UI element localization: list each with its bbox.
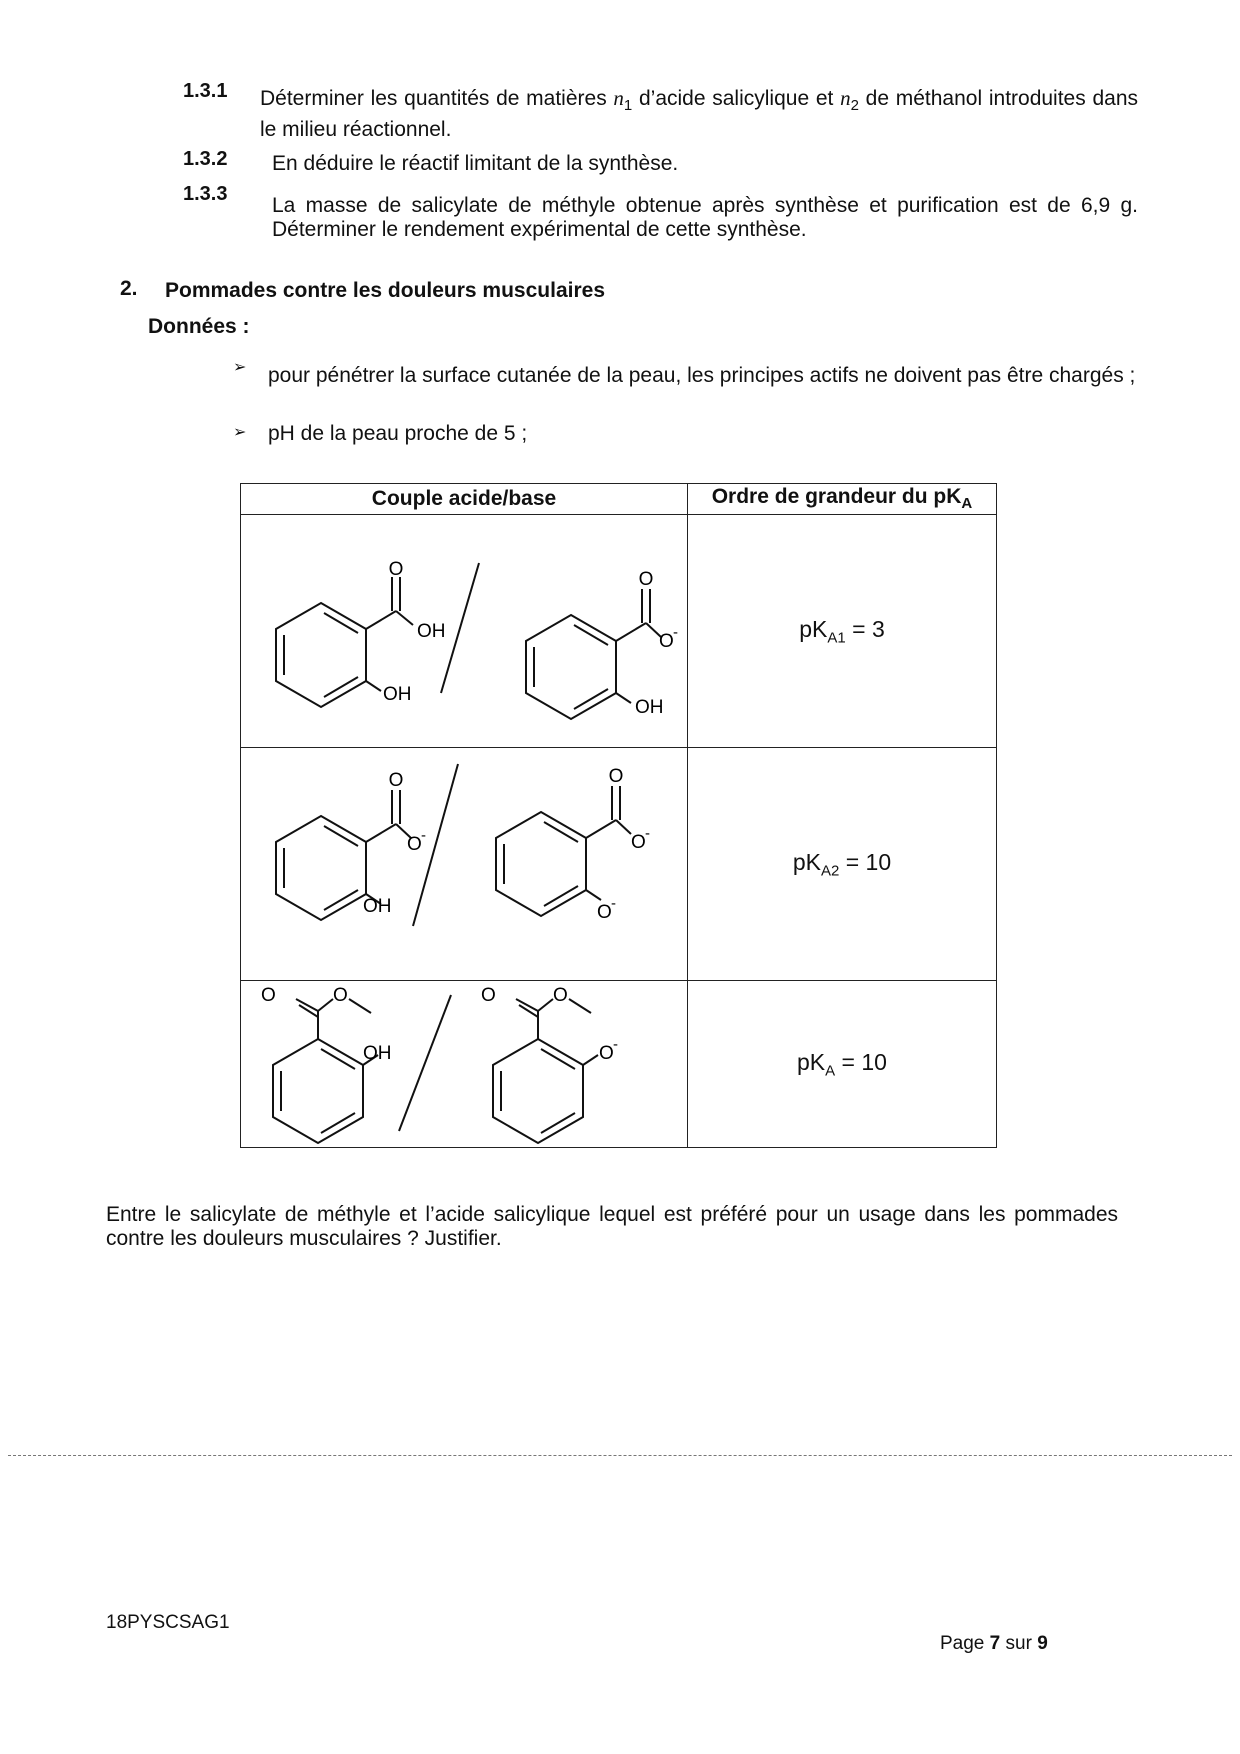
svg-text:-: - (645, 825, 650, 842)
svg-text:-: - (421, 827, 426, 844)
salicylate-ion-molecule (276, 770, 426, 920)
svg-text:O: O (407, 834, 422, 855)
data-label: Données : (148, 315, 250, 338)
header-couple: Couple acide/base (241, 484, 688, 515)
svg-text:OH: OH (363, 1043, 392, 1064)
svg-text:O: O (638, 569, 654, 590)
table-row (241, 981, 997, 1148)
salicylate-dianion-molecule (496, 766, 650, 923)
svg-text:O: O (261, 985, 276, 1006)
question-number: 1.3.2 (183, 148, 228, 170)
svg-text:O: O (659, 631, 674, 652)
svg-text:O: O (597, 902, 612, 923)
table-row (241, 515, 997, 748)
svg-text:OH: OH (363, 896, 392, 917)
svg-text:OH: OH (635, 697, 664, 718)
svg-text:O: O (631, 832, 646, 853)
section-number: 2. (120, 277, 138, 300)
methyl-salicylate-ion-molecule (481, 985, 618, 1143)
header-pka: Ordre de grandeur du $pK_A$ (688, 484, 997, 515)
page-number: Page 7 sur 9 (940, 1633, 1048, 1654)
pka-cell: $pK_{A2} = 10$ (688, 748, 997, 981)
svg-text:O: O (333, 985, 348, 1006)
couple-cell (241, 748, 688, 981)
couple-cell (241, 515, 688, 748)
svg-text:O: O (553, 985, 568, 1006)
svg-text:O: O (599, 1043, 614, 1064)
question-text: En déduire le réactif limitant de la synthèse. (272, 152, 679, 175)
bullet-item: pour pénétrer la surface cutanée de la peau, les principes actifs ne doivent pas être chargés ; (268, 364, 1136, 387)
question-text: Déterminer les quantités de matières $n_1$ d’acide salicylique et $n_2$ de méthanol introduites dans le milieu réactionnel. (260, 86, 1138, 142)
svg-text:O: O (608, 766, 624, 787)
pka-table (240, 483, 997, 1148)
dashed-separator (8, 1455, 1232, 1456)
salicylate-ion-molecule (526, 569, 678, 719)
svg-text:-: - (611, 895, 616, 912)
svg-text:O: O (481, 985, 496, 1006)
exam-code: 18PYSCSAG1 (106, 1612, 230, 1633)
couple-slash (399, 995, 451, 1131)
acid-base-couple-2 (241, 748, 686, 980)
salicylic-acid-molecule (276, 559, 446, 707)
acid-base-couple-1 (241, 515, 686, 747)
bullet-arrow-icon: ➢ (233, 359, 247, 376)
svg-text:O: O (388, 559, 404, 580)
pka-cell: $pK_{A1} = 3$ (688, 515, 997, 748)
question-number: 1.3.3 (183, 183, 228, 205)
couple-cell (241, 981, 688, 1148)
svg-text:-: - (613, 1036, 618, 1053)
question-number: 1.3.1 (183, 80, 228, 102)
methyl-salicylate-molecule (261, 985, 392, 1143)
bullet-item: pH de la peau proche de 5 ; (268, 422, 528, 445)
svg-text:OH: OH (383, 684, 412, 705)
bullet-arrow-icon: ➢ (233, 424, 247, 441)
section-title: Pommades contre les douleurs musculaires (165, 279, 605, 302)
svg-text:OH: OH (417, 621, 446, 642)
question-text: La masse de salicylate de méthyle obtenue après synthèse et purification est de 6,9 g. Déterminer le rendement expérimental de cette synthèse. (272, 194, 1138, 241)
acid-base-couple-3 (241, 981, 686, 1147)
final-question: Entre le salicylate de méthyle et l’acide salicylique lequel est préféré pour un usage dans les pommades contre les douleurs musculaires ? Justifier. (106, 1203, 1118, 1250)
couple-slash (441, 563, 479, 693)
svg-text:O: O (388, 770, 404, 791)
table-row (241, 748, 997, 981)
svg-text:-: - (673, 624, 678, 641)
pka-cell: $pK_A = 10$ (688, 981, 997, 1148)
